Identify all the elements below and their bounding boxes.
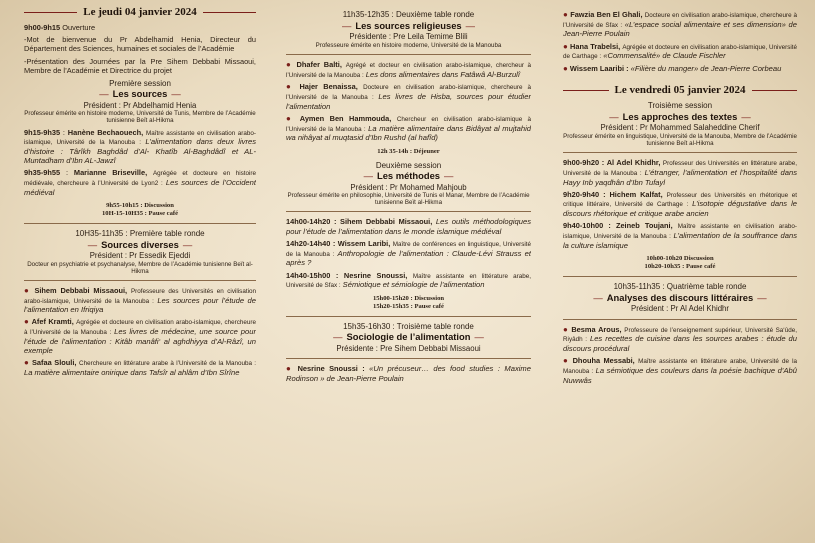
talk-item	[286, 217, 531, 236]
speaker-affiliation: Maître de conférences en linguistique, Université de la Manouba :	[286, 240, 531, 258]
day-title: Le vendredi 05 janvier 2024	[614, 83, 746, 96]
speaker-name: Wissem Laaribi :	[569, 64, 629, 74]
talk-title: La matière alimentaire onirique dans Tafsîr al ahlâm d’Ibn Sîrîne	[24, 368, 240, 378]
speaker-name: Marianne Briseville,	[73, 168, 148, 178]
session-title: — Les méthodes —	[286, 170, 531, 181]
speaker-name: Nesrine Snoussi :	[297, 364, 365, 374]
session-president: Président : Pr Al Adel Khidhr	[631, 304, 729, 314]
talk-title: L’étranger, l’alimentation et l’hospitalité dans Hayy Inb yaqdhân d’Ibn Tufayl	[563, 167, 797, 187]
opening-time: 9h00-9h15	[24, 23, 61, 33]
bullet-icon: ●	[563, 64, 568, 74]
discussion-time: 10h00-10h20 Discussion	[646, 255, 714, 262]
speaker-affiliation: Agrégée et docteure en histoire médiévale, chercheure à l’Université de Lyon2 :	[24, 170, 256, 188]
coffee-break-time: 10h20-10h35 : Pause café	[644, 262, 716, 270]
talk-item	[24, 286, 256, 315]
speaker-name: Fawzia Ben El Ghali,	[570, 10, 643, 19]
president-bio: Professeure émérite en histoire moderne, Université de la Manouba	[315, 41, 502, 49]
speaker-affiliation: Maître assistante en littérature arabe, Université de Sfax :	[286, 272, 531, 290]
bullet-icon: ●	[286, 82, 295, 92]
speaker-name: Sihem Debbabi Missaoui,	[340, 217, 433, 227]
talk-title: «Commensalité» de Claude Fischler	[603, 51, 726, 61]
talk-item	[563, 356, 797, 385]
bullet-icon: ●	[563, 324, 569, 334]
speaker-affiliation: Maître assistante en littérature arabe, Université de la Manouba :	[563, 358, 797, 375]
session-president: Président : Pr Essedik Ejeddi	[89, 251, 191, 260]
divider	[563, 90, 609, 91]
talk-item: 9h15-9h35 : Hanène Bechaouech, Maître assistante en civilisation arabo-islamique, Université de la Manouba : L’alimentation dans deux livres d’histoire : Târîkh Baghdâd d’Al- Khatîb Al-Baghdâdî et AL-Muntadham d’Ibn AL-Jawzî	[24, 127, 256, 166]
session-president: Présidente : Pre Sihem Debbabi Missaoui	[336, 343, 481, 353]
speaker-name: Besma Arous,	[571, 324, 622, 334]
talk-time: 9h35-9h55	[24, 168, 61, 178]
talk-item: 9h35-9h55 : Marianne Briseville, Agrégée et docteure en histoire médiévale, chercheure à l’Université de Lyon2 : Les sources de l’Occident médiéval	[24, 168, 256, 197]
bullet-icon: ●	[24, 358, 30, 368]
opening-item: -Présentation des Journées par la Pre Sihem Debbabi Missaoui, Membre de l’Académie et Directrice du projet	[24, 56, 256, 75]
speaker-name: Hana Trabelsi,	[570, 41, 621, 51]
speaker-name: Al Adel Khidhr,	[606, 158, 661, 168]
session-header	[286, 322, 531, 354]
session-header	[563, 282, 797, 314]
session-kicker: 15h35-16h30 : Troisième table ronde	[343, 321, 474, 331]
bullet-icon: ●	[24, 285, 31, 295]
divider	[286, 54, 531, 55]
divider	[24, 12, 77, 13]
session-kicker: Troisième session	[647, 101, 713, 111]
speaker-name: Hanène Bechaouech,	[67, 127, 144, 137]
session-title: — Sources diverses —	[24, 239, 256, 250]
talk-title: «L’espace social alimentaire et ses dimension» de Jean-Pierre Poulain	[563, 19, 797, 39]
talk-item	[563, 10, 797, 39]
speaker-name: Aymen Ben Hammouda,	[299, 113, 392, 123]
speaker-name: Wissem Laribi,	[337, 238, 391, 248]
session-title: — Les sources religieuses —	[286, 20, 531, 31]
talk-time: 9h15-9h35	[24, 127, 61, 137]
talk-title: La sémiotique des couleurs dans la poésie bachique d’Abû Nuwwâs	[563, 365, 797, 385]
talk-item	[563, 42, 797, 61]
break-info	[24, 202, 256, 218]
speaker-name: Afef Kramti,	[31, 317, 74, 327]
divider	[24, 223, 256, 224]
speaker-affiliation: Chercheur en civilisation arabo-islamique à l’Université de la Manouba :	[286, 115, 531, 133]
president-bio: Professeur émérite en linguistique, Université de la Manouba, Membre de l’Académie tunisienne Beït al-Hikma	[563, 132, 797, 148]
president-bio: Professeur émérite en philosophie, Université de Tunis el Manar, Membre de l’Académie tunisienne Beït al-Hikma	[287, 192, 530, 207]
bullet-icon: ●	[286, 113, 295, 123]
coffee-break-time: 15h20-15h35 : Pause café	[373, 302, 444, 310]
lunch-break: 12h 35-14h : Déjeuner	[377, 147, 440, 155]
divider	[563, 276, 797, 277]
session-title: — Sociologie de l’alimentation —	[286, 331, 531, 342]
session-president: Présidente : Pre Leila Temime Blili	[349, 32, 468, 42]
talk-item	[563, 158, 797, 187]
session-header	[24, 229, 256, 275]
talk-item	[286, 60, 531, 79]
speaker-name: Dhafer Balti,	[296, 59, 342, 69]
day-title: Le jeudi 04 janvier 2024	[83, 6, 197, 18]
session-kicker: 10H35-11h35 : Première table ronde	[75, 228, 205, 238]
divider	[203, 12, 256, 13]
speaker-affiliation: Professeur des Universités en rhétorique et critique littéraire, Université de Carthage :	[563, 191, 797, 209]
session-header	[24, 79, 256, 125]
divider	[24, 280, 256, 281]
opening	[24, 23, 256, 32]
talk-time: 14h20-14h40 :	[286, 238, 336, 248]
session-header	[286, 161, 531, 207]
talk-time: 9h00-9h20 :	[563, 158, 605, 168]
speaker-affiliation: Professeure des Universités en civilisation arabo-islamique, Université de la Manouba :	[24, 287, 256, 305]
column-thursday	[24, 0, 256, 543]
president-bio: Professeur émérite en histoire moderne, Université de Tunis, Membre de l’Académie tunisienne Beït al-Hikma	[24, 110, 256, 125]
talk-title: L’alimentation de la souffrance dans la culture islamique	[563, 231, 797, 250]
discussion-time: 15h00-15h20 : Discussion	[372, 294, 445, 302]
session-president: Président : Pr Abdelhamid Henia	[83, 100, 197, 110]
session-header	[286, 10, 531, 49]
session-kicker: Première session	[109, 78, 171, 88]
speaker-affiliation: Docteure en civilisation arabo-islamique, chercheure à l’Université de Sfax :	[563, 12, 797, 29]
speaker-affiliation: Professeure de l’enseignement supérieur, Université Sa‘ûde, Riyâdh :	[563, 326, 797, 344]
president-bio: Docteur en psychiatrie et psychanalyse, Membre de l’Académie tunisienne Beït al-Hikma	[27, 260, 253, 275]
talk-title: Les sources de l’Occident médiéval	[24, 178, 256, 197]
discussion-time: 9h55-10h15 : Discussion	[106, 201, 174, 209]
talk-title: Anthropologie de l’alimentation : Claude-Lévi Strauss et après ?	[286, 248, 531, 268]
talk-title: Les livres de médecine, une source pour l’étude de l’alimentation : Kitâb manâfi‘ al aghdhiyya d’Al-Râzî, un exemple	[24, 327, 256, 356]
talk-time: 14h40-15h00 :	[286, 270, 339, 280]
bullet-icon: ●	[563, 41, 568, 51]
talk-time: 9h40-10h00 :	[563, 221, 611, 231]
session-kicker: 11h35-12h35 : Deuxième table ronde	[342, 10, 475, 19]
talk-title: L’alimentation dans deux livres d’histoire : Târîkh Baghdâd d’Al- Khatîb Al-Baghdâdî et AL-Muntadham d’Ibn AL-Jawzî	[24, 137, 256, 166]
talk-title: Les recettes de cuisine dans les sources arabes : étude du discours procédural	[563, 334, 797, 353]
bullet-icon: ●	[563, 10, 568, 19]
speaker-affiliation: Agrégé et docteur en civilisation arabo-islamique, chercheur à l’Université de la Manouba :	[286, 61, 531, 79]
speaker-name: Sihem Debbabi Missaoui,	[34, 285, 128, 295]
day-header	[563, 84, 797, 97]
talk-item	[563, 221, 797, 250]
divider	[286, 358, 531, 359]
talk-item	[286, 114, 531, 143]
session-title: — Les approches des textes —	[563, 111, 797, 122]
divider	[286, 316, 531, 317]
speaker-affiliation: Docteure en civilisation arabo-islamique, chercheure à l’Université de la Manouba :	[286, 84, 531, 102]
divider	[563, 152, 797, 153]
coffee-break-time: 10H-15-10H35 : Pause café	[102, 209, 178, 217]
speaker-affiliation: Agrégée et docteure en civilisation arabo-islamique, chercheure à l’Université de la Manouba :	[24, 319, 256, 337]
bullet-icon: ●	[563, 356, 570, 366]
talk-title: Les sources pour l’étude de l’alimentation en Ifriqiya	[24, 295, 256, 315]
session-header	[563, 101, 797, 147]
talk-title: L’isotopie dégustative dans le discours rhétorique et critique arabe ancien	[563, 199, 797, 219]
break-info	[563, 255, 797, 271]
speaker-affiliation: Maître assistante en civilisation arabo-islamique, Université de la Manouba :	[24, 129, 256, 147]
bullet-icon: ●	[286, 364, 294, 374]
talk-item	[563, 325, 797, 354]
talk-time: 14h00-14h20 :	[286, 217, 337, 227]
session-kicker: 10h35-11h35 : Quatrième table ronde	[613, 281, 747, 291]
bullet-icon: ●	[24, 317, 30, 327]
talk-time: 9h20-9h40 :	[563, 189, 606, 199]
speaker-affiliation: Professeur des Universités en littérature arabe, Université de la Manouba :	[563, 160, 797, 177]
opening-item: -Mot de bienvenue du Pr Abdelhamid Henia, Directeur du Département des Sciences, humaines et sociales de l’Académie	[24, 35, 256, 54]
speaker-name: Zeineb Toujani,	[615, 221, 673, 231]
bullet-icon: ●	[286, 59, 293, 69]
divider	[752, 90, 798, 91]
talk-item	[286, 364, 531, 383]
speaker-name: Hichem Kalfat,	[609, 189, 663, 199]
talk-title: Les outils méthodologiques pour l’étude de l’alimentation dans le monde islamique médiéval	[286, 217, 531, 236]
day-header	[24, 6, 256, 19]
talk-title: La matière alimentaire dans Bidâyat al mujtahid wa nihâyat al muqtasid d’Ibn Rushd (al hafîd)	[286, 123, 531, 143]
talk-title: «Filière du manger» de Jean-Pierre Corbeau	[630, 64, 782, 74]
divider	[563, 319, 797, 320]
speaker-name: Nesrine Snoussi,	[343, 270, 408, 280]
speaker-name: Safaa Slouli,	[31, 358, 77, 368]
speaker-affiliation: Chercheure en littérature arabe à l’Université de la Manouba :	[79, 360, 256, 368]
talk-item	[286, 271, 531, 290]
talk-title: Sémiotique et sémiologie de l’alimentation	[342, 280, 485, 290]
session-president: Président : Pr Mohammed Salaheddine Cherif	[600, 123, 760, 133]
session-kicker: Deuxième session	[375, 160, 442, 170]
session-president: Président : Pr Mohamed Mahjoub	[350, 182, 467, 192]
session-title: — Analyses des discours littéraires —	[563, 292, 797, 303]
break-info	[286, 295, 531, 311]
talk-item	[24, 317, 256, 355]
talk-item	[24, 358, 256, 377]
column-friday	[563, 0, 797, 543]
speaker-affiliation: Maître assistante en civilisation arabo-islamique, Université de la Manouba :	[563, 223, 797, 241]
talk-item	[286, 82, 531, 111]
column-thursday-continued	[286, 0, 531, 543]
talk-title: «Un précuseur… des food studies : Maxime Rodinson » de Jean-Pierre Poulain	[286, 364, 531, 384]
talk-item	[563, 190, 797, 219]
divider	[286, 211, 531, 212]
talk-title: Les livres de Hisba, sources pour étudier l’alimentation	[286, 92, 531, 111]
session-title: — Les sources —	[24, 88, 256, 99]
speaker-name: Dhouha Messabi,	[572, 356, 635, 366]
opening-label: Ouverture	[62, 23, 96, 33]
talk-item	[286, 239, 531, 268]
speaker-affiliation: Agrégée et docteure en civilisation arabo-islamique, Université de Carthage :	[563, 43, 797, 61]
talk-item	[563, 64, 797, 74]
talk-title: Les dons alimentaires dans Fatâwâ Al-Burzulî	[365, 69, 520, 79]
speaker-name: Hajer Benaissa,	[299, 82, 358, 92]
